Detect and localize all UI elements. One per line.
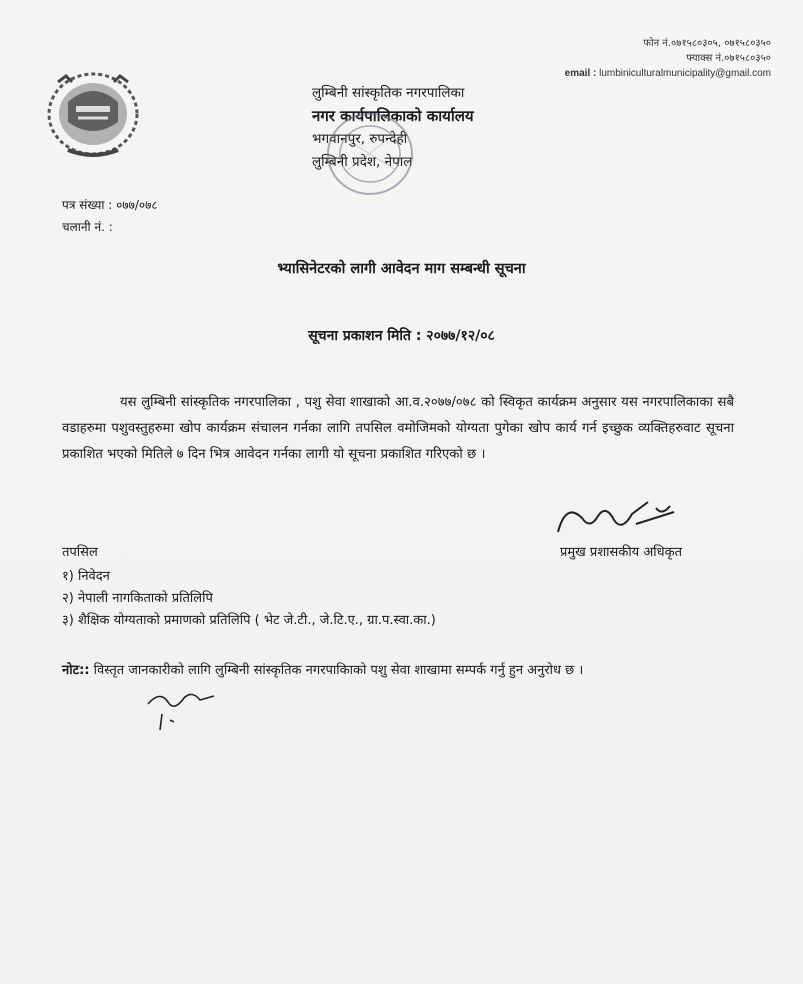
fax-text: फ्याक्स नं.०७१५८०३५० [686, 53, 771, 64]
attachments-title: तपसिल [62, 545, 98, 560]
office-name: नगर कार्यपालिकाको कार्यालय [312, 107, 474, 125]
email-line [565, 66, 771, 81]
signature-icon [552, 494, 682, 542]
district-line: भगवानपुर, रुपन्देही [312, 131, 408, 147]
phone-text: फोन नं.०७१५८०३०५, ०७१५८०३५० [643, 38, 771, 49]
notice-title: भ्यासिनेटरको लागी आवेदन माग सम्बन्धी सूचना [277, 261, 526, 277]
notice-body: यस लुम्बिनी सांस्कृतिक नगरपालिका , पशु सेवा शाखाको आ.व.२०७७/०७८ को स्विकृत कार्यक्रम अनुसार यस नगरपालिकाका सबै वडाहरुमा पशुवस्तुहरुमा खोप कार्यक्रम संचालन गर्नका लागि तपसिल वमोजिमको योग्यता पुगेका खोप कार्य गर्न इच्छुक व्यक्तिहरुवाट सूचना प्रकाशित भएको मितिले ७ दिन भित्र आवेदन गर्नका लागी यो सूचना प्रकाशित गरिएको छ । [62, 395, 734, 462]
dispatch-number: चलानी नं. : [62, 220, 113, 234]
note-label: नोट:: [62, 663, 90, 678]
list-item: ३) शैक्षिक योग्यताको प्रमाणको प्रतिलिपि ( भेट जे.टी., जे.टि.ए., ग्रा.प.स्वा.का.) [62, 613, 436, 628]
note-line [62, 660, 583, 678]
office-stamp-icon [322, 108, 418, 200]
attachments-list [62, 566, 436, 632]
initials-signature-icon [140, 686, 220, 736]
email-value: lumbiniculturalmunicipality@gmail.com [599, 68, 771, 79]
contact-block [565, 36, 771, 81]
reference-block [62, 194, 158, 238]
location-line: लुम्बिनी प्रदेश, नेपाल [312, 154, 413, 170]
signer-title: प्रमुख प्रशासकीय अधिकृत [560, 545, 683, 560]
letter-number: पत्र संख्या : ०७७/०७८ [62, 198, 158, 212]
municipality-name: लुम्बिनी सांस्कृतिक नगरपालिका [312, 85, 465, 101]
note-text: विस्तृत जानकारीको लागि लुम्बिनी सांस्कृतिक नगरपाकिाको पशु सेवा शाखामा सम्पर्क गर्नु हुन अनुरोध छ । [89, 663, 584, 678]
list-item: १) निवेदन [62, 569, 110, 584]
publication-date: सूचना प्रकाशन मिति : २०७७/१२/०८ [308, 328, 495, 344]
nepal-emblem-icon [38, 62, 148, 162]
list-item: २) नेपाली नागकिताको प्रतिलिपि [62, 591, 213, 606]
email-label: email : [564, 68, 597, 79]
